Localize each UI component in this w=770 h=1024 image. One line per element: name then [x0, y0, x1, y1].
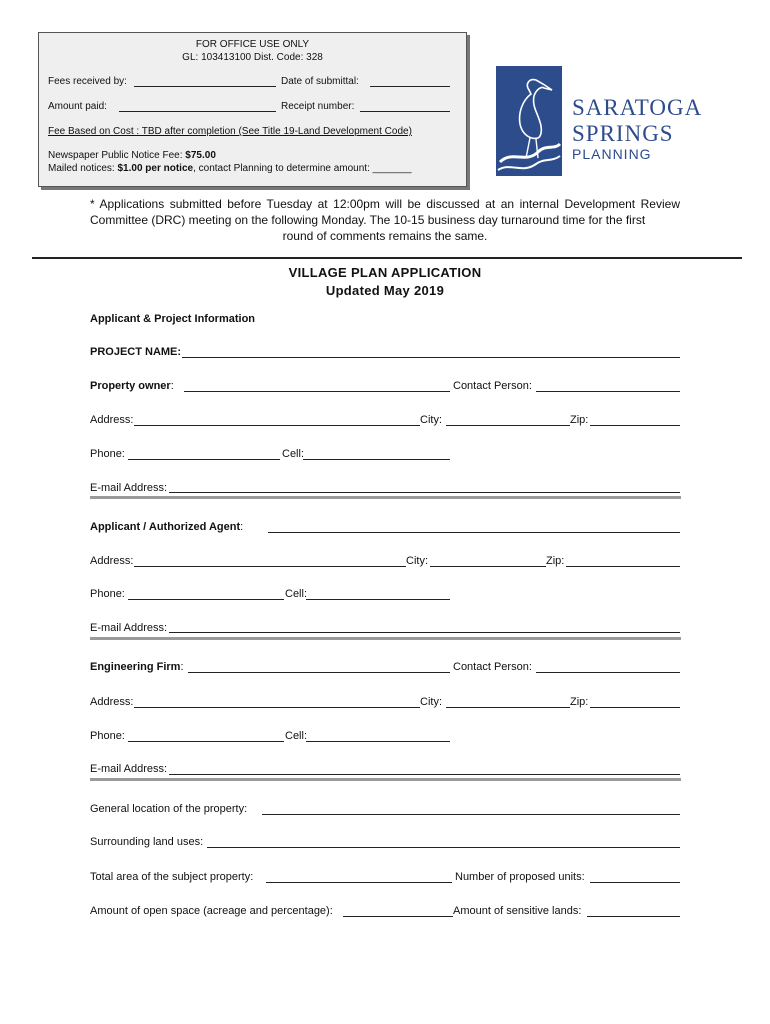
drc-notice-last-line: round of comments remains the same. — [282, 229, 488, 243]
owner-cell-field[interactable] — [303, 459, 450, 460]
logo-saratoga: SARATOGA — [572, 95, 703, 120]
total-area-label: Total area of the subject property: — [90, 871, 254, 883]
office-codes: GL: 103413100 Dist. Code: 328 — [182, 52, 323, 63]
logo-planning: PLANNING — [572, 146, 652, 162]
fee-based-note: Fee Based on Cost : TBD after completion (See Title 19-Land Development Code) — [48, 126, 412, 137]
logo-springs: SPRINGS — [572, 121, 674, 146]
mailed-fee-line — [48, 163, 412, 174]
date-submittal-field[interactable] — [370, 86, 450, 87]
agent-zip-label: Zip: — [546, 555, 565, 567]
proposed-units-label: Number of proposed units: — [455, 871, 585, 883]
agent-colon: : — [240, 521, 244, 533]
agent-address-field[interactable] — [134, 566, 406, 567]
agent-phone-field[interactable] — [128, 599, 284, 600]
mailed-fee-amount: $1.00 per notice — [117, 163, 194, 174]
page-subtitle: Updated May 2019 — [325, 283, 445, 298]
owner-email-label: E-mail Address: — [90, 482, 168, 494]
section-heading: Applicant & Project Information — [90, 313, 256, 325]
agent-cell-label: Cell: — [285, 588, 308, 600]
engineering-city-label: City: — [420, 696, 442, 708]
property-owner-label-text: Property owner — [90, 380, 171, 392]
project-name-field[interactable] — [182, 357, 680, 358]
project-name-label: PROJECT NAME: — [90, 346, 182, 358]
engineering-address-label: Address: — [90, 696, 134, 708]
office-use-box — [38, 32, 467, 187]
property-owner-label — [90, 380, 174, 392]
agent-label — [90, 521, 243, 533]
engineering-city-field[interactable] — [446, 707, 570, 708]
title-divider — [32, 257, 742, 259]
date-submittal-label: Date of submittal: — [281, 76, 359, 87]
heron-logo-icon — [496, 66, 562, 176]
proposed-units-field[interactable] — [590, 882, 680, 883]
engineering-firm-label — [90, 661, 184, 673]
general-location-field[interactable] — [262, 814, 680, 815]
general-location-label: General location of the property: — [90, 803, 248, 815]
owner-city-field[interactable] — [446, 425, 570, 426]
newspaper-fee-label: Newspaper Public Notice Fee: — [48, 150, 186, 161]
agent-email-label: E-mail Address: — [90, 622, 168, 634]
engineering-firm-label-text: Engineering Firm — [90, 661, 181, 673]
engineering-phone-label: Phone: — [90, 730, 125, 742]
newspaper-fee-line — [48, 150, 216, 161]
office-use-heading: FOR OFFICE USE ONLY — [195, 39, 310, 50]
sensitive-lands-label: Amount of sensitive lands: — [453, 905, 582, 917]
section-separator — [90, 496, 681, 499]
engineering-phone-field[interactable] — [128, 741, 284, 742]
newspaper-fee-amount: $75.00 — [185, 150, 216, 161]
engineering-contact-field[interactable] — [536, 672, 680, 673]
owner-address-label: Address: — [90, 414, 134, 426]
fees-received-field[interactable] — [134, 86, 276, 87]
engineering-address-field[interactable] — [134, 707, 420, 708]
owner-zip-label: Zip: — [570, 414, 589, 426]
mailed-fee-note: , contact Planning to determine amount: _______ — [193, 163, 412, 174]
section-separator — [90, 637, 681, 640]
owner-email-field[interactable] — [169, 492, 680, 493]
property-owner-colon: : — [170, 380, 174, 392]
engineering-firm-field[interactable] — [188, 672, 450, 673]
engineering-zip-field[interactable] — [590, 707, 680, 708]
owner-city-label: City: — [420, 414, 442, 426]
agent-email-field[interactable] — [169, 632, 680, 633]
total-area-field[interactable] — [266, 882, 452, 883]
agent-city-label: City: — [406, 555, 428, 567]
receipt-number-field[interactable] — [360, 111, 450, 112]
owner-contact-field[interactable] — [536, 391, 680, 392]
surrounding-uses-field[interactable] — [207, 847, 680, 848]
engineering-zip-label: Zip: — [570, 696, 589, 708]
engineering-email-field[interactable] — [169, 774, 680, 775]
owner-cell-label: Cell: — [282, 448, 305, 460]
drc-notice-text: * Applications submitted before Tuesday at 12:00pm will be discussed at an internal Development Review Committee (DRC) meeting on the following Monday. The 10-15 business day turnaround time for the first — [90, 197, 680, 227]
owner-phone-label: Phone: — [90, 448, 125, 460]
agent-phone-label: Phone: — [90, 588, 125, 600]
open-space-label: Amount of open space (acreage and percentage): — [90, 905, 333, 917]
agent-zip-field[interactable] — [566, 566, 680, 567]
amount-paid-field[interactable] — [119, 111, 276, 112]
engineering-firm-colon: : — [180, 661, 184, 673]
section-separator — [90, 778, 681, 781]
sensitive-lands-field[interactable] — [587, 916, 680, 917]
receipt-number-label: Receipt number: — [281, 101, 355, 112]
engineering-cell-field[interactable] — [306, 741, 450, 742]
engineering-email-label: E-mail Address: — [90, 763, 168, 775]
open-space-field[interactable] — [343, 916, 453, 917]
property-owner-field[interactable] — [184, 391, 450, 392]
amount-paid-label: Amount paid: — [48, 101, 107, 112]
agent-label-text: Applicant / Authorized Agent — [90, 521, 241, 533]
mailed-fee-label: Mailed notices: — [48, 163, 118, 174]
owner-zip-field[interactable] — [590, 425, 680, 426]
engineering-cell-label: Cell: — [285, 730, 308, 742]
fees-received-label: Fees received by: — [48, 76, 127, 87]
surrounding-uses-label: Surrounding land uses: — [90, 836, 204, 848]
owner-phone-field[interactable] — [128, 459, 280, 460]
agent-city-field[interactable] — [430, 566, 546, 567]
engineering-contact-label: Contact Person: — [453, 661, 532, 673]
owner-address-field[interactable] — [134, 425, 420, 426]
agent-field[interactable] — [268, 532, 680, 533]
owner-contact-label: Contact Person: — [453, 380, 532, 392]
drc-notice — [90, 196, 680, 244]
agent-address-label: Address: — [90, 555, 134, 567]
page-title: VILLAGE PLAN APPLICATION — [288, 265, 482, 280]
agent-cell-field[interactable] — [306, 599, 450, 600]
